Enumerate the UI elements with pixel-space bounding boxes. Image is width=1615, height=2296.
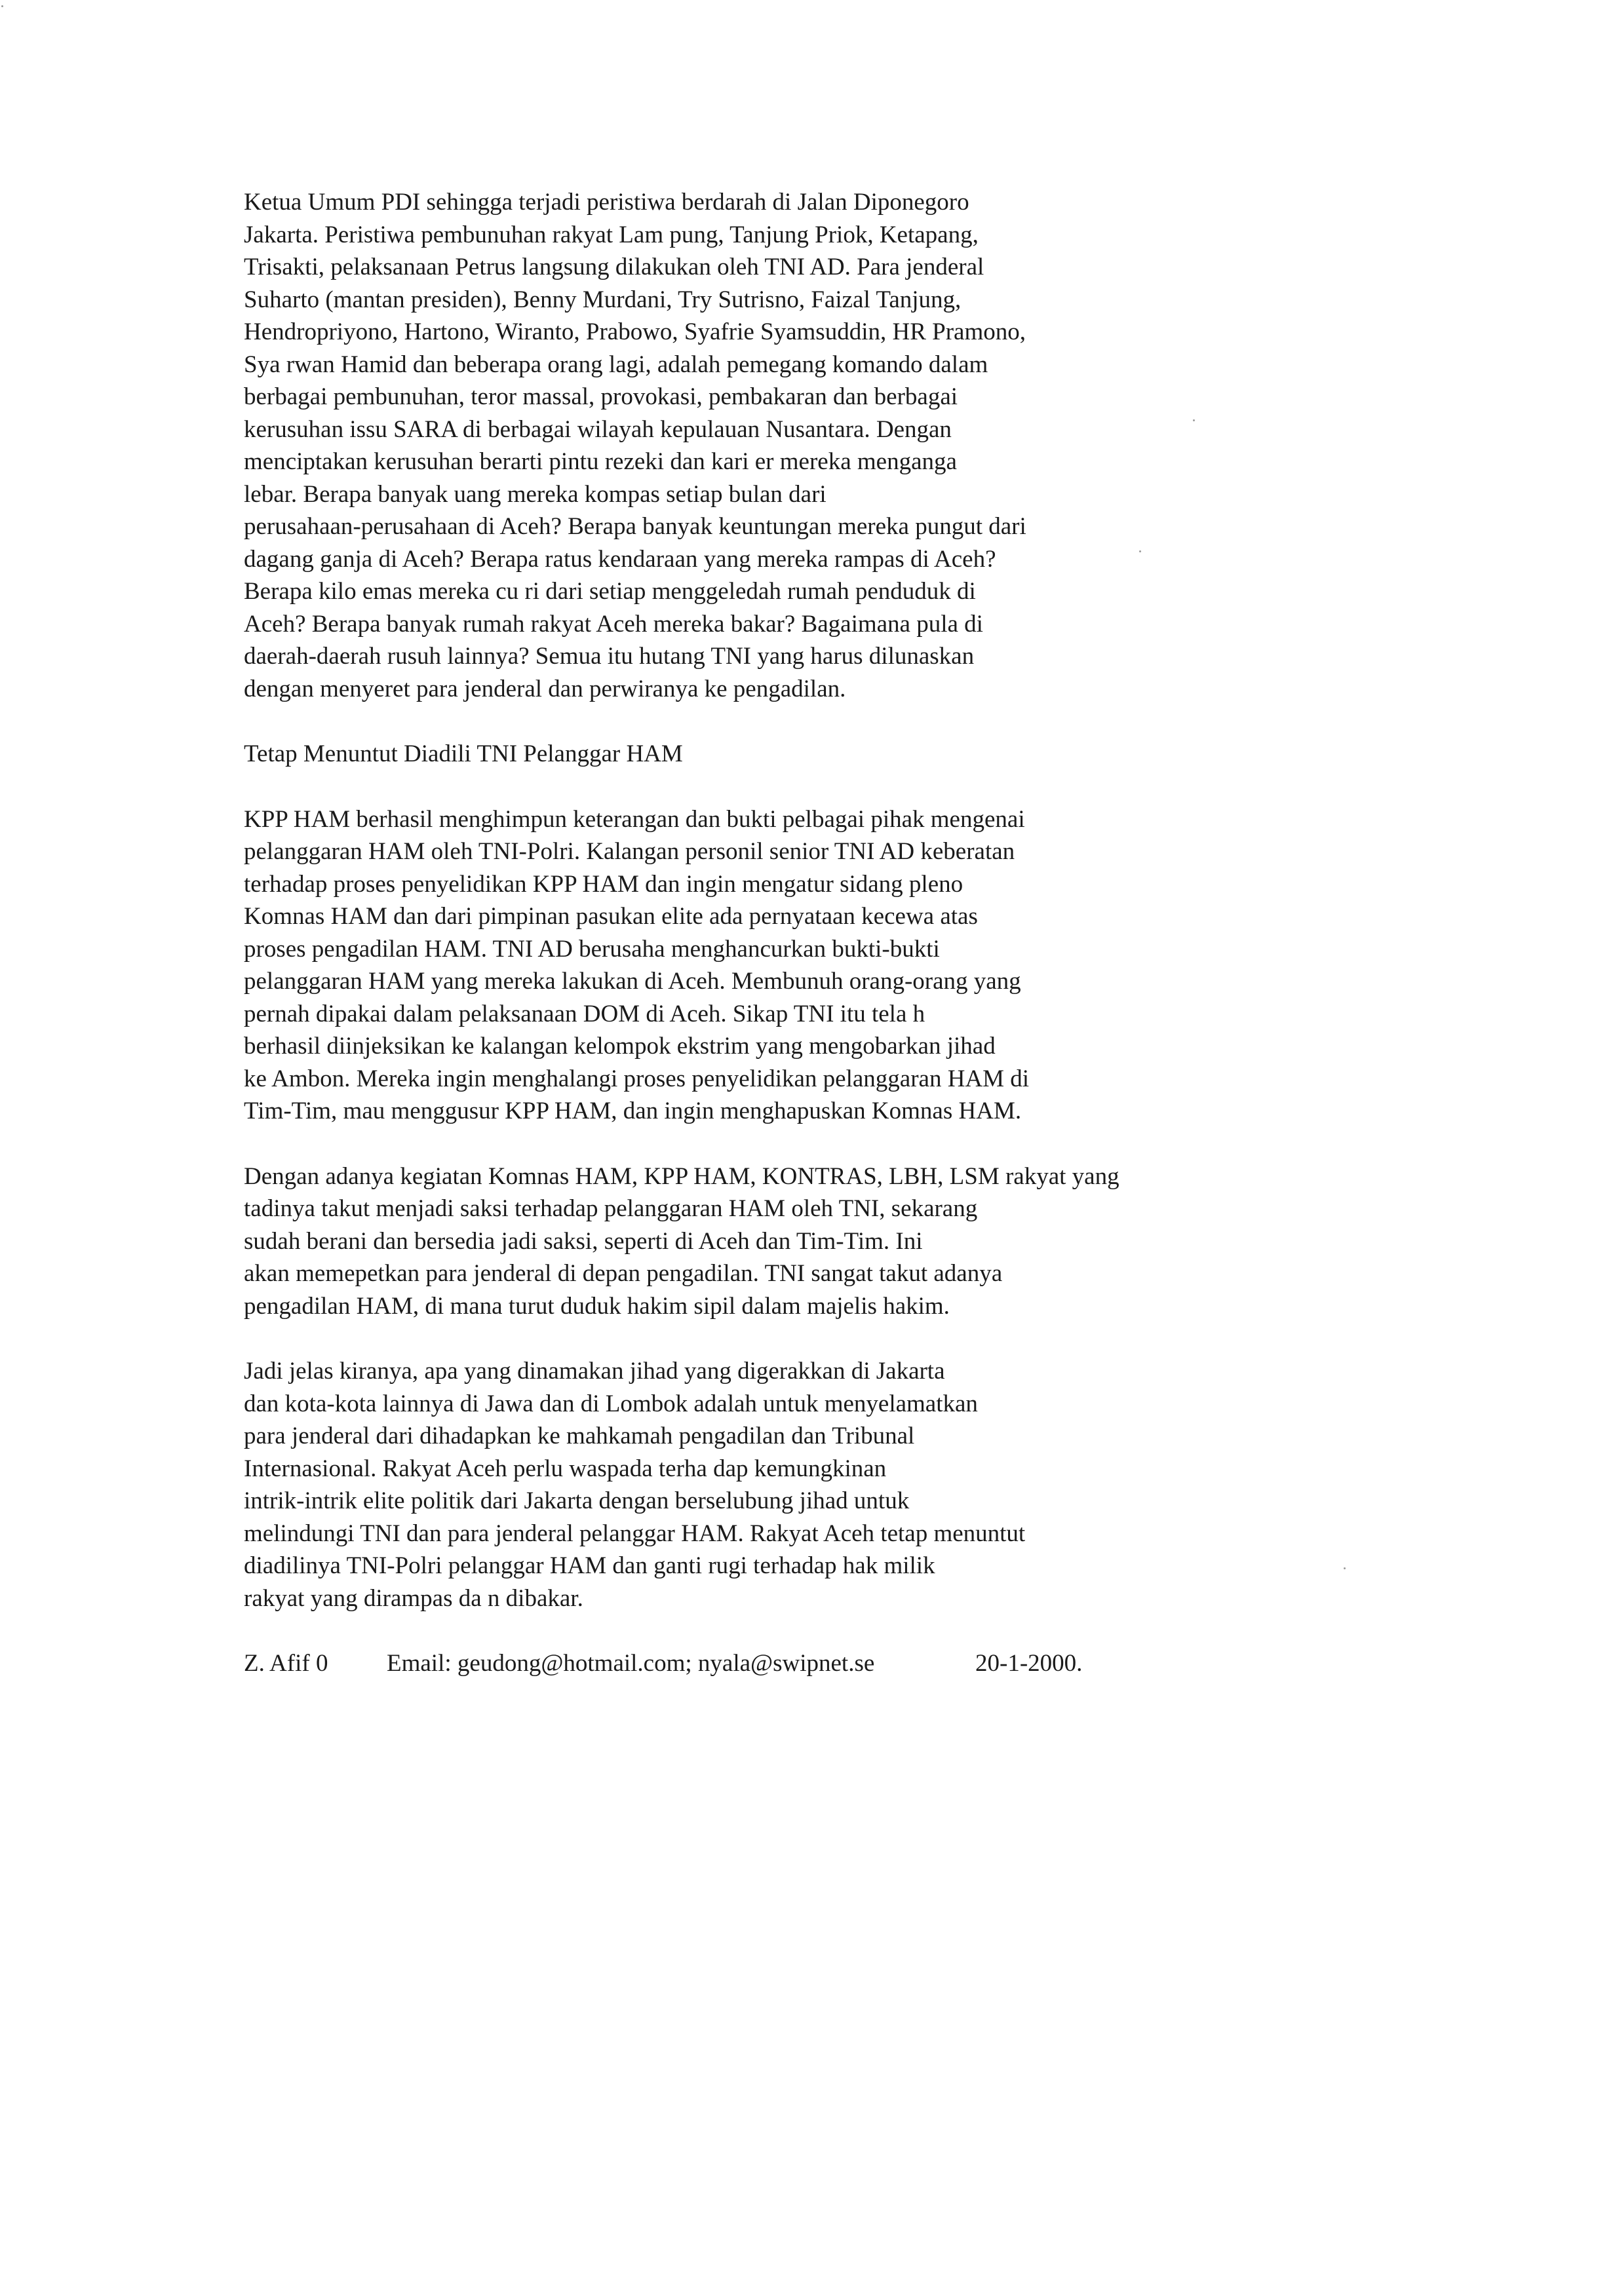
contact-email: Email: geudong@hotmail.com; nyala@swipnet.se [387, 1650, 875, 1677]
paragraph-3 [244, 1160, 1332, 1323]
text-line: Jakarta. Peristiwa pembunuhan rakyat Lam pung, Tanjung Priok, Ketapang, [244, 221, 979, 248]
scan-speck [1, 5, 3, 7]
text-line: daerah-daerah rusuh lainnya? Semua itu hutang TNI yang harus dilunaskan [244, 643, 975, 670]
text-line: melindungi TNI dan para jenderal pelanggar HAM. Rakyat Aceh tetap menuntut [244, 1520, 1026, 1547]
section-heading: Tetap Menuntut Diadili TNI Pelanggar HAM [244, 740, 683, 767]
text-line: akan memepetkan para jenderal di depan pengadilan. TNI sangat takut adanya [244, 1260, 1003, 1287]
text-line: Hendropriyono, Hartono, Wiranto, Prabowo, Syafrie Syamsuddin, HR Pramono, [244, 318, 1026, 345]
scan-speck [1344, 1567, 1346, 1569]
text-line: pernah dipakai dalam pelaksanaan DOM di Aceh. Sikap TNI itu tela h [244, 1000, 925, 1027]
text-line: kerusuhan issu SARA di berbagai wilayah kepulauan Nusantara. Dengan [244, 415, 952, 443]
text-line: Sya rwan Hamid dan beberapa orang lagi, adalah pemegang komando dalam [244, 351, 988, 378]
text-line: pelanggaran HAM oleh TNI-Polri. Kalangan personil senior TNI AD keberatan [244, 838, 1015, 865]
text-line: berbagai pembunuhan, teror massal, provokasi, pembakaran dan berbagai [244, 383, 958, 410]
document-body [244, 186, 1332, 1680]
text-line: Trisakti, pelaksanaan Petrus langsung dilakukan oleh TNI AD. Para jenderal [244, 254, 984, 280]
text-line: lebar. Berapa banyak uang mereka kompas setiap bulan dari [244, 480, 827, 508]
text-line: ke Ambon. Mereka ingin menghalangi proses penyelidikan pelanggaran HAM di [244, 1065, 1030, 1092]
text-line: KPP HAM berhasil menghimpun keterangan dan bukti pelbagai pihak mengenai [244, 805, 1025, 833]
text-line: pengadilan HAM, di mana turut duduk hakim sipil dalam majelis hakim. [244, 1292, 950, 1320]
text-line: dagang ganja di Aceh? Berapa ratus kendaraan yang mereka rampas di Aceh? [244, 545, 996, 573]
text-line: dengan menyeret para jenderal dan perwiranya ke pengadilan. [244, 675, 846, 702]
text-line: intrik-intrik elite politik dari Jakarta dengan berselubung jihad untuk [244, 1487, 910, 1514]
text-line: pelanggaran HAM yang mereka lakukan di Aceh. Membunuh orang-orang yang [244, 968, 1021, 995]
text-line: Jadi jelas kiranya, apa yang dinamakan jihad yang digerakkan di Jakarta [244, 1358, 945, 1385]
text-line: perusahaan-perusahaan di Aceh? Berapa banyak keuntungan mereka pungut dari [244, 513, 1026, 540]
text-line: dan kota-kota lainnya di Jawa dan di Lombok adalah untuk menyelamatkan [244, 1390, 978, 1417]
paragraph-gap [244, 705, 1332, 738]
text-line: menciptakan kerusuhan berarti pintu rezeki dan kari er mereka menganga [244, 448, 957, 475]
text-line: Suharto (mantan presiden), Benny Murdani, Try Sutrisno, Faizal Tanjung, [244, 286, 962, 313]
text-line: para jenderal dari dihadapkan ke mahkamah pengadilan dan Tribunal [244, 1423, 915, 1449]
paragraph-1 [244, 186, 1332, 705]
signature-line [244, 1647, 1332, 1680]
text-line: terhadap proses penyelidikan KPP HAM dan ingin mengatur sidang pleno [244, 870, 963, 898]
text-line: Aceh? Berapa banyak rumah rakyat Aceh mereka bakar? Bagaimana pula di [244, 610, 983, 638]
text-line: diadilinya TNI-Polri pelanggar HAM dan ganti rugi terhadap hak milik [244, 1552, 935, 1579]
text-line: sudah berani dan bersedia jadi saksi, seperti di Aceh dan Tim-Tim. Ini [244, 1227, 923, 1255]
text-line: Dengan adanya kegiatan Komnas HAM, KPP HAM, KONTRAS, LBH, LSM rakyat yang [244, 1162, 1119, 1190]
text-line: Internasional. Rakyat Aceh perlu waspada terha dap kemungkinan [244, 1455, 887, 1482]
paragraph-gap [244, 771, 1332, 803]
paragraph-gap [244, 1615, 1332, 1647]
text-line: berhasil diinjeksikan ke kalangan kelompok ekstrim yang mengobarkan jihad [244, 1033, 996, 1060]
document-date: 20-1-2000. [975, 1650, 1083, 1677]
text-line: rakyat yang dirampas da n dibakar. [244, 1584, 583, 1612]
paragraph-gap [244, 1128, 1332, 1160]
paragraph-4 [244, 1355, 1332, 1615]
text-line: Berapa kilo emas mereka cu ri dari setiap menggeledah rumah penduduk di [244, 578, 976, 605]
text-line: Tim-Tim, mau menggusur KPP HAM, dan ingin menghapuskan Komnas HAM. [244, 1098, 1022, 1124]
text-line: Ketua Umum PDI sehingga terjadi peristiwa berdarah di Jalan Diponegoro [244, 189, 969, 216]
text-line: Komnas HAM dan dari pimpinan pasukan elite ada pernyataan kecewa atas [244, 903, 978, 930]
text-line: proses pengadilan HAM. TNI AD berusaha menghancurkan bukti-bukti [244, 935, 940, 963]
paragraph-2 [244, 803, 1332, 1128]
author-name: Z. Afif 0 [244, 1650, 328, 1677]
text-line: tadinya takut menjadi saksi terhadap pelanggaran HAM oleh TNI, sekarang [244, 1195, 978, 1222]
paragraph-gap [244, 1322, 1332, 1355]
